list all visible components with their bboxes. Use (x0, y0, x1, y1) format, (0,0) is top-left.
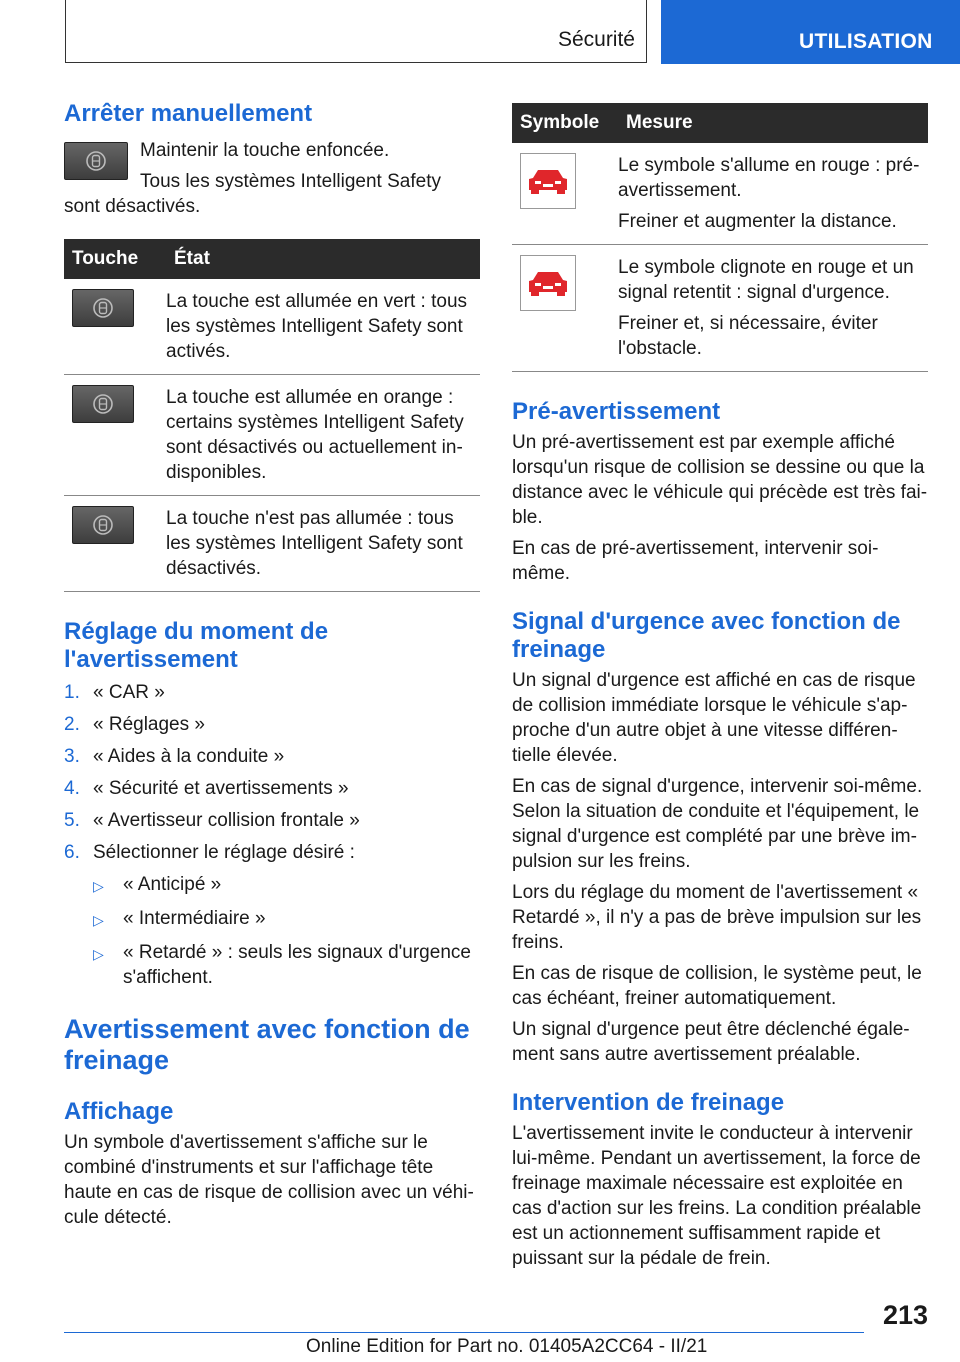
table-header-button: Touche (64, 239, 166, 279)
measure-line1: Le symbole s'allume en rouge : pré-avertissement. (618, 155, 920, 201)
manual-stop-line2: Tous les systèmes Intelligent Safety sont désactivés. (64, 171, 441, 217)
footer-divider (64, 1332, 864, 1333)
state-text: La touche est allumée en orange : certains systèmes Intelligent Safety sont désactivés ou actuellement in-disponibles. (166, 387, 464, 483)
urgent-signal-heading: Signal d'urgence avec fonction de freinage (512, 608, 901, 663)
timing-heading: Réglage du moment de l'avertissement (64, 618, 329, 673)
header-chapter-title: UTILISATION (661, 0, 960, 64)
measure-line2: Freiner et augmenter la distance. (618, 211, 897, 232)
list-item: 6. Sélectionner le réglage désiré : (64, 842, 355, 863)
table-row (512, 143, 928, 245)
footer-edition: Online Edition for Part no. 01405A2CC64 - II/21 (306, 1336, 708, 1357)
table-row (64, 496, 480, 592)
timing-options (64, 872, 480, 990)
triangle-bullet-icon: ▷ (93, 878, 104, 894)
urgent-text-4: En cas de risque de collision, le système peut, le cas échéant, freiner automatiquement. (512, 963, 922, 1009)
manual-stop-line1: Maintenir la touche enfoncée. (140, 140, 390, 161)
measure-line1: Le symbole clignote en rouge et un signal retentit : signal d'urgence. (618, 257, 914, 303)
right-column (512, 100, 928, 1271)
list-item: 3. « Aides à la conduite » (64, 746, 285, 767)
urgent-text-1: Un signal d'urgence est affiché en cas de risque de collision immédiate lorsque le véhicule s'ap-proche d'un autre objet à une vitesse différen-tielle élevée. (512, 670, 916, 766)
table-row (64, 279, 480, 375)
state-text: La touche est allumée en vert : tous les systèmes Intelligent Safety sont activés. (166, 291, 468, 362)
list-item: ▷ « Retardé » : seuls les signaux d'urgence s'affichent. (93, 942, 471, 988)
list-item: 1. « CAR » (64, 682, 165, 703)
table-row (512, 245, 928, 372)
prewarning-heading: Pré-avertissement (512, 398, 721, 425)
urgent-text-5: Un signal d'urgence peut être déclenché égale-ment sans autre avertissement préalable. (512, 1019, 910, 1065)
list-item: 2. « Réglages » (64, 714, 205, 735)
list-item: 4. « Sécurité et avertissements » (64, 778, 349, 799)
button-state-table (64, 239, 480, 592)
page-number: 213 (882, 1300, 928, 1330)
measure-line2: Freiner et, si nécessaire, éviter l'obstacle. (618, 313, 878, 359)
collision-warning-car-icon (520, 153, 576, 209)
intervention-text: L'avertissement invite le conducteur à intervenir lui-même. Pendant un avertissement, la force de freinage maximale nécessaire est exploitée en cas d'action sur les freins. La condition préalable est un actionnement suffisamment rapide et puissant sur la pédale de frein. (512, 1123, 922, 1269)
display-text: Un symbole d'avertissement s'affiche sur le combiné d'instruments et sur l'affichage tête haute en cas de risque de collision avec un véhi-cule détecté. (64, 1132, 474, 1228)
timing-steps (64, 680, 480, 865)
display-heading: Affichage (64, 1098, 174, 1125)
list-item: ▷ « Anticipé » (93, 872, 480, 899)
button-orange-image (72, 385, 134, 423)
button-green-image (72, 289, 134, 327)
intelligent-safety-icon (92, 297, 114, 319)
collision-warning-car-icon (520, 255, 576, 311)
urgent-text-3: Lors du réglage du moment de l'avertissement « Retardé », il n'y a pas de brève impulsion sur les freins. (512, 882, 922, 953)
braking-warning-heading: Avertissement avec fonction de freinage (64, 1014, 470, 1075)
list-item: 5. « Avertisseur collision frontale » (64, 810, 360, 831)
button-off-image (72, 506, 134, 544)
table-row (64, 375, 480, 496)
table-header-measure: Mesure (618, 103, 928, 143)
table-header-symbol: Symbole (512, 103, 618, 143)
intelligent-safety-button-image (64, 142, 128, 180)
triangle-bullet-icon: ▷ (93, 946, 104, 962)
list-item: ▷ « Intermédiaire » (93, 906, 480, 933)
left-column (64, 100, 480, 1230)
table-header-state: État (166, 239, 480, 279)
intelligent-safety-icon (85, 150, 107, 172)
manual-stop-heading: Arrêter manuellement (64, 100, 313, 127)
prewarning-text-1: Un pré-avertissement est par exemple affiché lorsqu'un risque de collision se dessine ou que la distance avec le véhicule qui précède est très fai-ble. (512, 432, 928, 528)
intervention-heading: Intervention de freinage (512, 1089, 785, 1116)
intelligent-safety-icon (92, 393, 114, 415)
manual-stop-intro (64, 138, 480, 225)
state-text: La touche n'est pas allumée : tous les systèmes Intelligent Safety sont désactivés. (166, 508, 463, 579)
triangle-bullet-icon: ▷ (93, 912, 104, 928)
prewarning-text-2: En cas de pré-avertissement, intervenir soi-même. (512, 538, 879, 584)
urgent-text-2: En cas de signal d'urgence, intervenir soi-même. Selon la situation de conduite et l'équipement, le signal d'urgence est complété par une brève im-pulsion sur les freins. (512, 776, 923, 872)
intelligent-safety-icon (92, 514, 114, 536)
header-section-title: Sécurité (557, 28, 635, 51)
symbol-table (512, 103, 928, 372)
